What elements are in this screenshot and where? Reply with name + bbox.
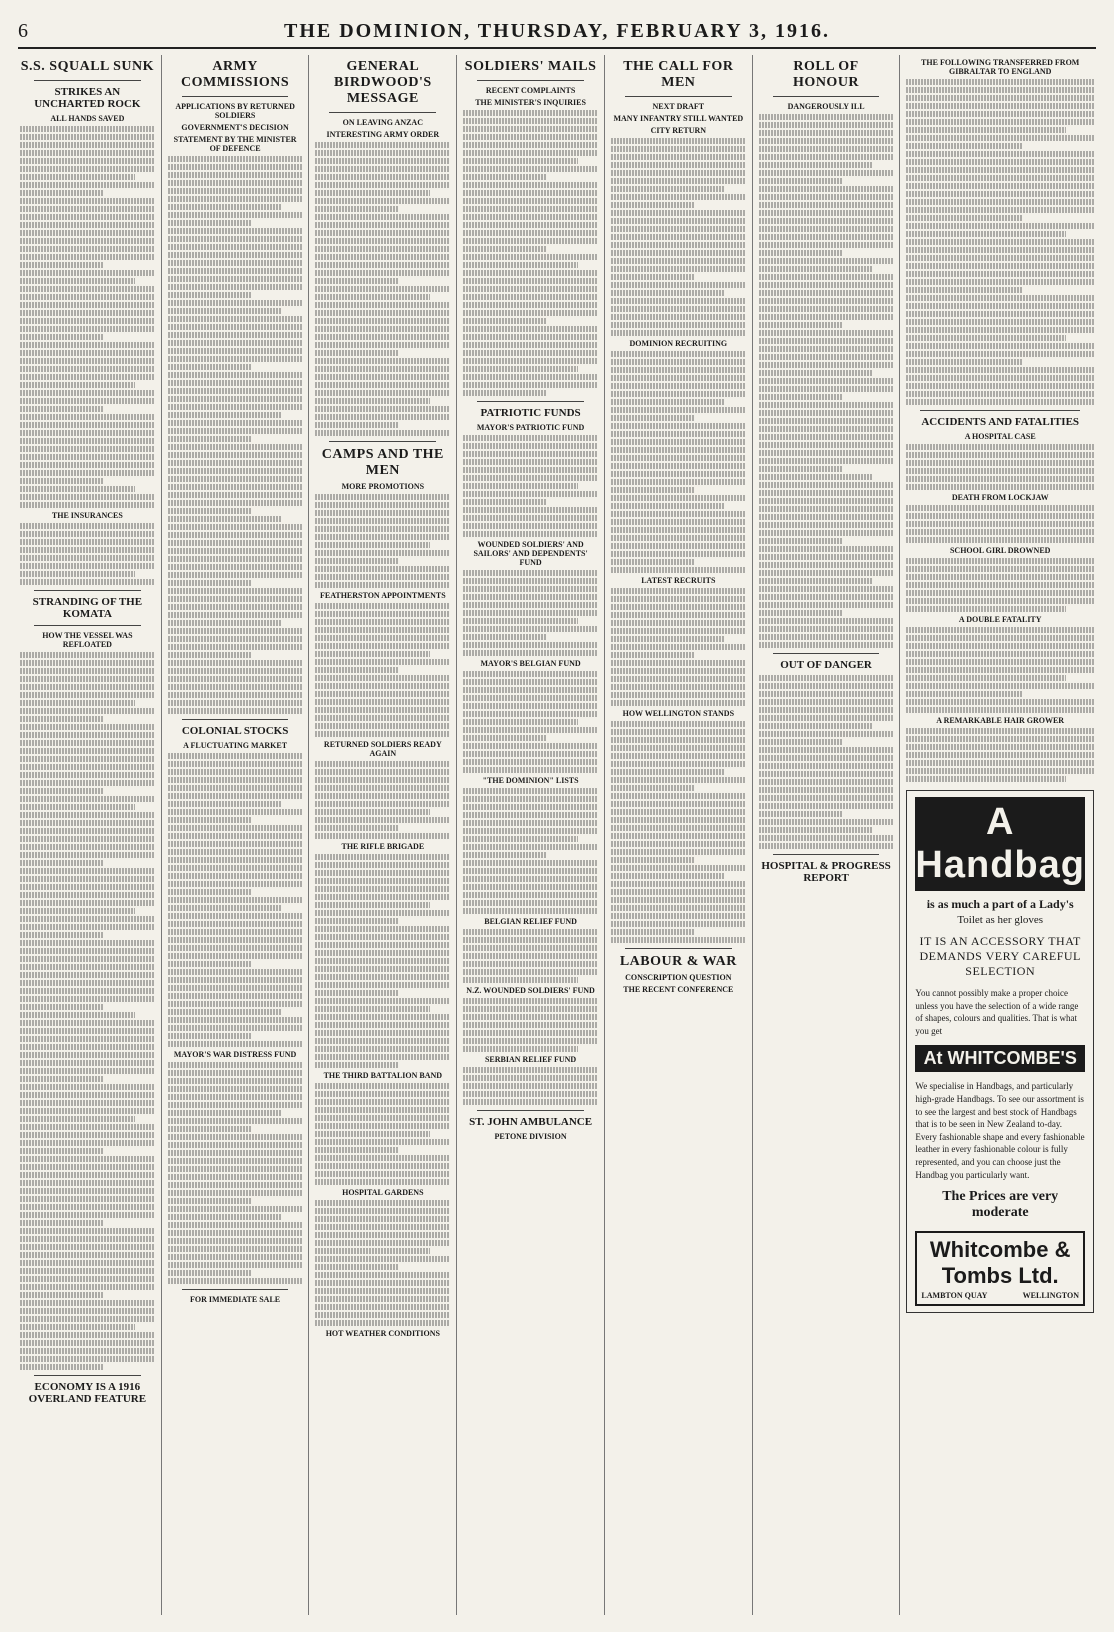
subheading: BELGIAN RELIEF FUND	[484, 917, 577, 926]
article-body	[611, 588, 746, 706]
subheading: A DOUBLE FATALITY	[958, 615, 1042, 624]
article-body	[20, 652, 155, 1370]
handbag-advertisement	[906, 790, 1094, 1313]
subheading: SCHOOL GIRL DROWNED	[949, 546, 1051, 555]
subheading: "THE DOMINION" LISTS	[482, 776, 579, 785]
subheading: GOVERNMENT'S DECISION	[181, 123, 289, 132]
column-3	[309, 55, 457, 1615]
page-number: 6	[18, 20, 28, 42]
ad-tagline: IT IS AN ACCESSORY THAT DEMANDS VERY CAREFUL SELECTION	[919, 934, 1081, 978]
article-body	[315, 142, 450, 436]
subheading: FEATHERSTON APPOINTMENTS	[319, 591, 446, 600]
subheading: A HOSPITAL CASE	[964, 432, 1036, 441]
heading: LABOUR & WAR	[619, 954, 737, 969]
article-body	[463, 998, 598, 1052]
article-body	[463, 788, 598, 914]
ad-city: WELLINGTON	[1022, 1291, 1079, 1301]
subheading: DOMINION RECRUITING	[629, 339, 728, 348]
article-body	[463, 435, 598, 537]
subheading: HOT WEATHER CONDITIONS	[325, 1329, 440, 1338]
column-1	[14, 55, 162, 1615]
article-body	[759, 675, 894, 849]
subheading: RECENT COMPLAINTS	[485, 86, 576, 95]
article-body	[463, 929, 598, 983]
subheading: COLONIAL STOCKS	[181, 725, 289, 737]
article-body	[168, 1062, 303, 1284]
article-body	[168, 753, 303, 1047]
article-body	[611, 721, 746, 943]
article-body	[315, 761, 450, 839]
subheading: WOUNDED SOLDIERS' AND SAILORS' AND DEPENDENTS' FUND	[473, 540, 588, 567]
article-body	[463, 570, 598, 656]
column-2	[162, 55, 310, 1615]
heading: SOLDIERS' MAILS	[464, 59, 597, 74]
subheading: SERBIAN RELIEF FUND	[484, 1055, 577, 1064]
ad-headline: A Handbag	[915, 797, 1085, 891]
subheading: MAYOR'S WAR DISTRESS FUND	[173, 1050, 297, 1059]
article-body	[759, 114, 894, 648]
subheading: ON LEAVING ANZAC	[342, 118, 423, 127]
ad-footer	[915, 1231, 1085, 1306]
ad-body: We specialise in Handbags, and particularly high-grade Handbags. To see our assortment is to see the largest and best stock of Handbags that is to be seen in New Zealand to-day. Every fashionable shape and every fashionable leather in every fashionable colour is fully represented, and you can choose just the Handbag you particularly want.	[915, 1081, 1085, 1180]
article-body	[906, 558, 1094, 612]
subheading: MANY INFANTRY STILL WANTED	[613, 114, 744, 123]
subheading: MORE PROMOTIONS	[341, 482, 425, 491]
masthead	[18, 20, 1096, 49]
subheading: ACCIDENTS AND FATALITIES	[921, 416, 1080, 428]
article-body	[906, 728, 1094, 782]
subheading: N.Z. WOUNDED SOLDIERS' FUND	[466, 986, 595, 995]
column-7	[900, 55, 1100, 1615]
subheading: THE MINISTER'S INQUIRIES	[475, 98, 586, 107]
article-body	[906, 79, 1094, 405]
ad-line: Toilet as her gloves	[957, 914, 1044, 926]
subheading: THE FOLLOWING TRANSFERRED FROM GIBRALTAR TO ENGLAND	[921, 58, 1080, 76]
article-body	[906, 627, 1094, 713]
subheading: OUT OF DANGER	[780, 659, 872, 671]
heading: GENERAL BIRDWOOD'S MESSAGE	[334, 59, 432, 106]
subheading: THE RECENT CONFERENCE	[623, 985, 734, 994]
heading: S.S. SQUALL SUNK	[20, 59, 154, 74]
subheading: MAYOR'S PATRIOTIC FUND	[476, 423, 585, 432]
subheading: DANGEROUSLY ILL	[787, 102, 865, 111]
subheading: HOW WELLINGTON STANDS	[622, 709, 735, 718]
article-body	[463, 671, 598, 773]
column-4	[457, 55, 605, 1615]
subheading: ST. JOHN AMBULANCE	[469, 1116, 593, 1128]
ad-prices: The Prices are very moderate	[942, 1189, 1059, 1221]
columns	[14, 55, 1100, 1615]
subheading: HOW THE VESSEL WAS REFLOATED	[42, 631, 133, 649]
subheading: THE INSURANCES	[51, 511, 123, 520]
subheading: A FLUCTUATING MARKET	[183, 741, 288, 750]
subheading: CITY RETURN	[650, 126, 707, 135]
heading: CAMPS AND THE MEN	[321, 447, 444, 478]
article-body	[906, 444, 1094, 490]
subheading: ECONOMY IS A 1916 OVERLAND FEATURE	[28, 1381, 147, 1405]
subheading: ALL HANDS SAVED	[50, 114, 125, 123]
article-body	[315, 1200, 450, 1326]
subheading: STRIKES AN UNCHARTED ROCK	[34, 86, 141, 110]
subheading: DEATH FROM LOCKJAW	[951, 493, 1049, 502]
page-title: THE DOMINION, THURSDAY, FEBRUARY 3, 1916.	[284, 20, 830, 42]
subheading: INTERESTING ARMY ORDER	[326, 130, 440, 139]
subheading: HOSPITAL GARDENS	[342, 1188, 424, 1197]
article-body	[20, 126, 155, 508]
heading: ARMY COMMISSIONS	[181, 59, 290, 90]
subheading: FOR IMMEDIATE SALE	[190, 1295, 281, 1304]
ad-store: At WHITCOMBE'S	[915, 1045, 1085, 1072]
article-body	[611, 351, 746, 573]
subheading: MAYOR'S BELGIAN FUND	[480, 659, 581, 668]
heading: THE CALL FOR MEN	[623, 59, 734, 90]
subheading: PATRIOTIC FUNDS	[480, 407, 581, 419]
subheading: STRANDING OF THE KOMATA	[32, 596, 143, 620]
article-body	[611, 138, 746, 336]
subheading: PETONE DIVISION	[494, 1132, 567, 1141]
subheading: LATEST RECRUITS	[641, 576, 716, 585]
column-5	[605, 55, 753, 1615]
ad-body: You cannot possibly make a proper choice unless you have the selection of a wide range of shapes, colours and qualities. That is what you get	[915, 988, 1079, 1036]
article-body	[463, 1067, 598, 1105]
column-6	[753, 55, 901, 1615]
ad-street: LAMBTON QUAY	[921, 1291, 988, 1301]
article-body	[315, 494, 450, 588]
article-body	[168, 156, 303, 714]
subheading: THE RIFLE BRIGADE	[341, 842, 425, 851]
subheading: APPLICATIONS BY RETURNED SOLDIERS	[175, 102, 295, 120]
article-body	[906, 505, 1094, 543]
subheading: CONSCRIPTION QUESTION	[625, 973, 732, 982]
article-body	[315, 854, 450, 1068]
heading: ROLL OF HONOUR	[793, 59, 860, 90]
subheading: HOSPITAL & PROGRESS REPORT	[761, 860, 891, 884]
article-body	[20, 523, 155, 585]
article-body	[315, 603, 450, 737]
article-body	[315, 1083, 450, 1185]
article-body	[463, 110, 598, 396]
subheading: A REMARKABLE HAIR GROWER	[936, 716, 1065, 725]
ad-company: Whitcombe & Tombs Ltd.	[929, 1237, 1071, 1289]
subheading: NEXT DRAFT	[652, 102, 705, 111]
subheading: THE THIRD BATTALION BAND	[323, 1071, 443, 1080]
subheading: STATEMENT BY THE MINISTER OF DEFENCE	[173, 135, 297, 153]
ad-line: is as much a part of a Lady's	[926, 897, 1074, 911]
subheading: RETURNED SOLDIERS READY AGAIN	[323, 740, 442, 758]
